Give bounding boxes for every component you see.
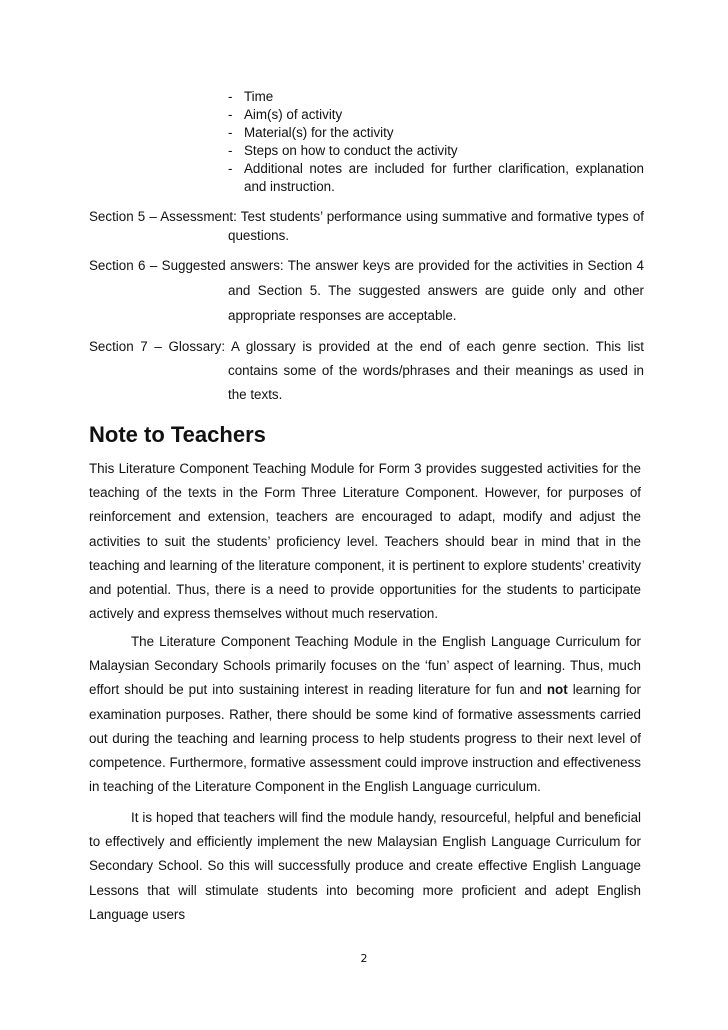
list-item-text: Time (244, 89, 274, 104)
list-item-text: Steps on how to conduct the activity (244, 143, 458, 158)
section-6-suggested-answers (89, 253, 644, 328)
list-item (228, 160, 644, 196)
page-number: 2 (360, 952, 368, 965)
note-to-teachers-heading: Note to Teachers (89, 422, 266, 447)
list-item (228, 88, 644, 106)
section-description: Test students’ performance using summative and formative types of questions. (228, 209, 645, 243)
list-item (228, 142, 644, 160)
bullet-dash: - (228, 161, 233, 176)
bullet-dash: - (228, 89, 233, 104)
section-label: Section 7 – Glossary: (89, 339, 226, 354)
activity-components-list (228, 88, 644, 196)
list-item-text: Aim(s) of activity (244, 107, 343, 122)
section-description: The answer keys are provided for the activities in Section 4 and Section 5. The suggested answers are guide only and other appropriate responses are acceptable. (228, 258, 644, 323)
section-description: A glossary is provided at the end of each genre section. This list contains some of the words/phrases and their meanings as used in the texts. (228, 339, 644, 402)
list-item (228, 106, 644, 124)
paragraph-intro: This Literature Component Teaching Module for Form 3 provides suggested activities for the teaching of the texts in the Form Three Literature Component. However, for purposes of reinforcement and extension, teachers are encouraged to adapt, modify and adjust the activities to suit the students’ proficiency level. Teachers should bear in mind that in the teaching and learning of the literature component, it is pertinent to explore students’ creativity and potential. Thus, there is a need to provide opportunities for the students to participate actively and express themselves without much reservation. (89, 461, 641, 622)
paragraph-hope: It is hoped that teachers will find the module handy, resourceful, helpful and beneficial to effectively and efficiently implement the new Malaysian English Language Curriculum for Secondary School. So this will successfully produce and create effective English Language Lessons that will stimulate students into becoming more proficient and adept English Language users (89, 810, 641, 922)
emphasis-not: not (546, 682, 568, 698)
list-item (228, 124, 644, 142)
list-item-text: Additional notes are included for further clarification, explanation and instruction. (244, 161, 644, 194)
bullet-dash: - (228, 107, 233, 122)
section-label: Section 6 – Suggested answers: (89, 258, 284, 273)
paragraph-text: learning for examination purposes. Rather, there should be some kind of formative assessments carried out during the teaching and learning process to help students progress to their next level of competence. Furthermore, formative assessment could improve instruction and effectiveness in teaching of the Literature Component in the English Language curriculum. (89, 682, 641, 795)
list-item-text: Material(s) for the activity (244, 125, 394, 140)
paragraph-fun-aspect (89, 630, 641, 799)
paragraph-text: The Literature Component Teaching Module in the English Language Curriculum for Malaysian Secondary Schools primarily focuses on the ‘fun’ aspect of learning. Thus, much effort should be put into sustaining interest in reading literature for fun and (89, 634, 641, 698)
bullet-dash: - (228, 125, 233, 140)
bullet-dash: - (228, 143, 233, 158)
section-5-assessment (89, 207, 644, 245)
section-7-glossary (89, 335, 644, 407)
section-label: Section 5 – Assessment: (89, 209, 237, 224)
